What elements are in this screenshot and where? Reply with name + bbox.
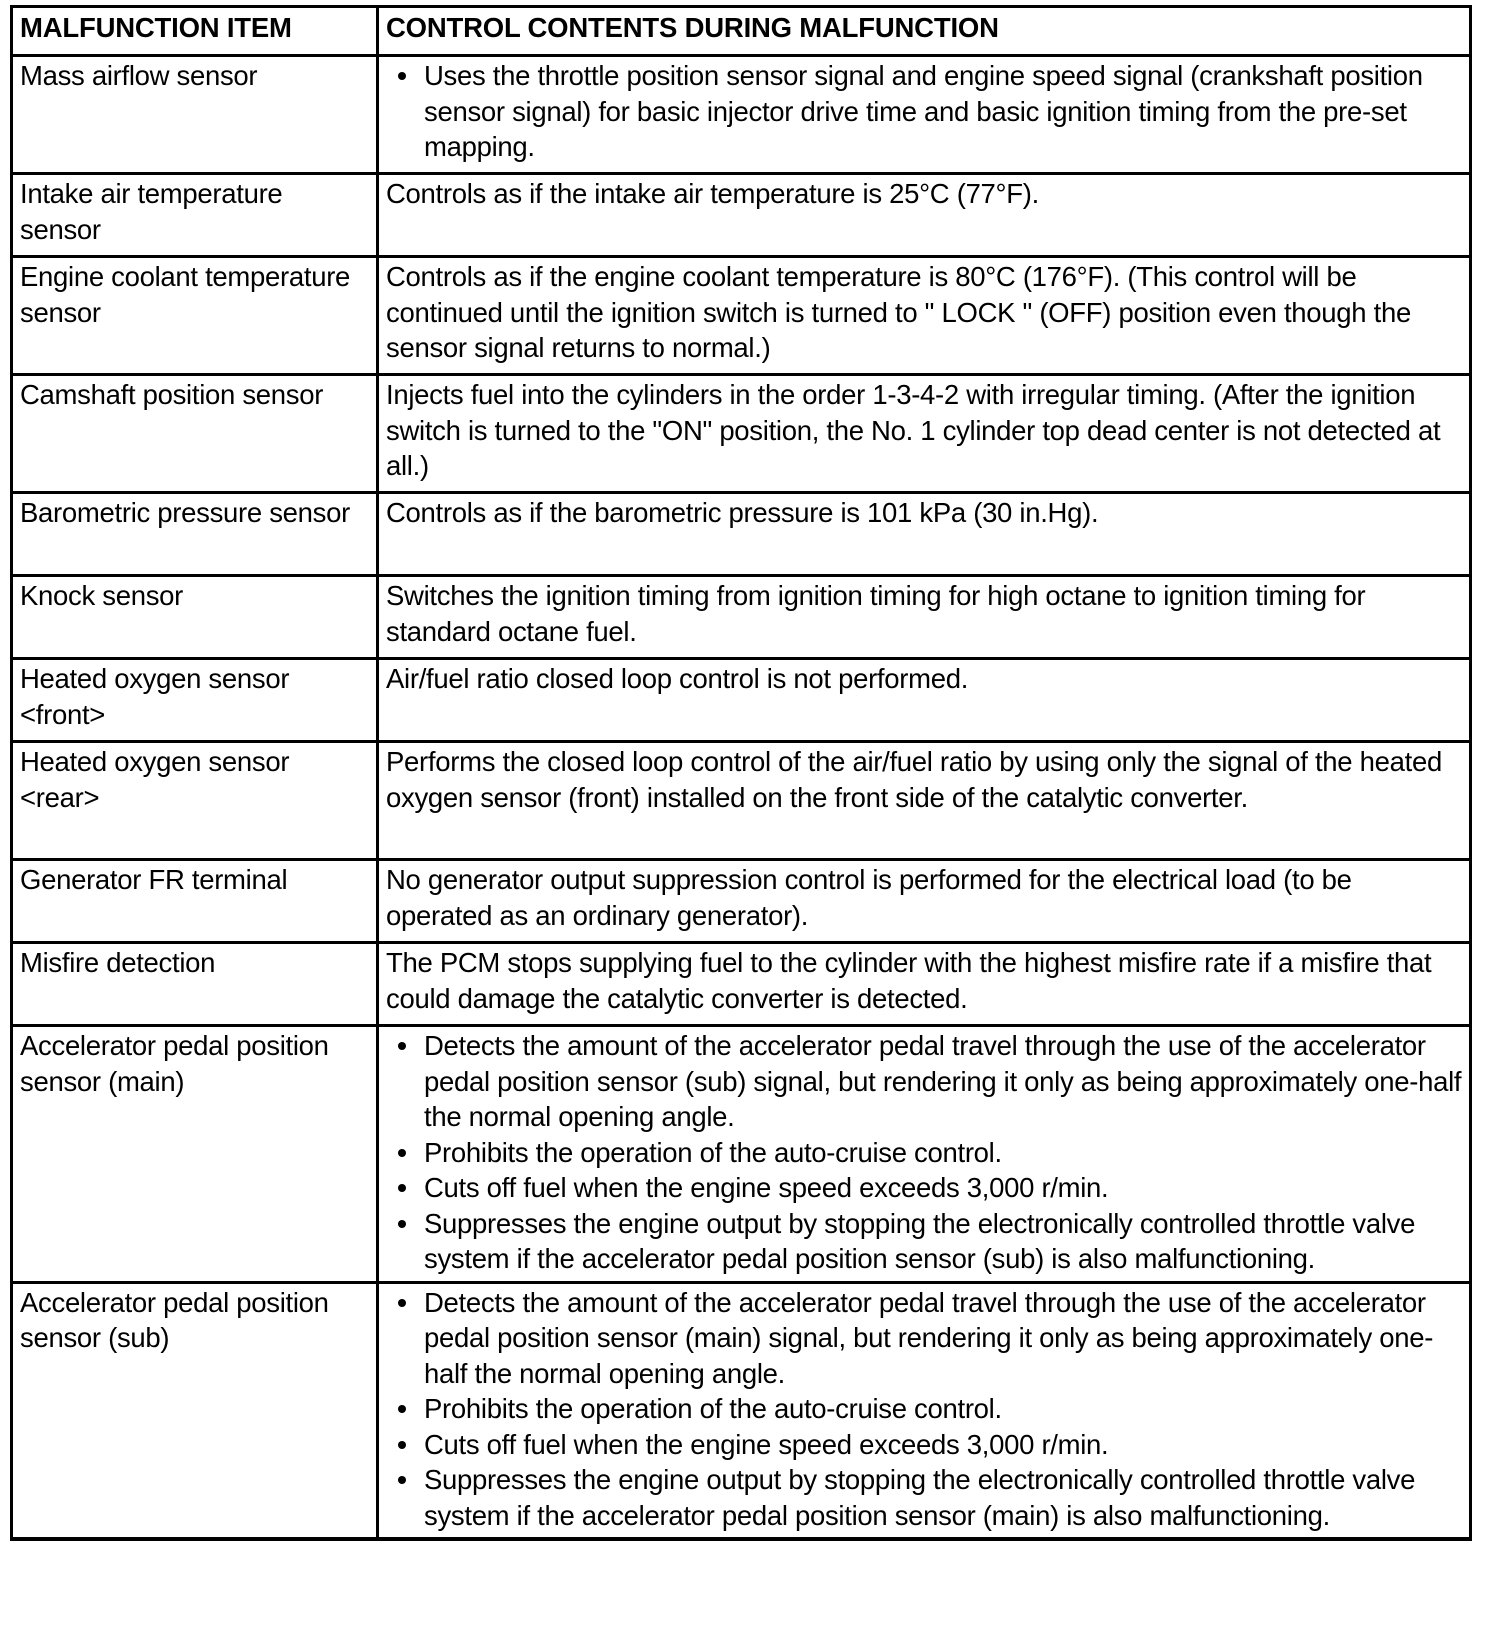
- table-row: [12, 174, 1471, 257]
- control-contents-cell: Injects fuel into the cylinders in the order 1-3-4-2 with irregular timing. (After the ignition switch is turned to the "ON" position, the No. 1 cylinder top dead center is not detected at all.): [378, 375, 1471, 493]
- control-contents-cell: [378, 1026, 1471, 1283]
- bullet-item: Detects the amount of the accelerator pedal travel through the use of the accelerator pedal position sensor (main) signal, but rendering it only as being approximately one-half the normal opening angle.: [386, 1285, 1463, 1392]
- bullet-list: [386, 58, 1463, 165]
- malfunction-control-table-container: [10, 5, 1469, 1541]
- bullet-item: Suppresses the engine output by stopping the electronically controlled throttle valve system if the accelerator pedal position sensor (sub) is also malfunctioning.: [386, 1206, 1463, 1277]
- bullet-item: Prohibits the operation of the auto-cruise control.: [386, 1135, 1463, 1171]
- bullet-list: [386, 1285, 1463, 1534]
- bullet-item: Cuts off fuel when the engine speed exceeds 3,000 r/min.: [386, 1170, 1463, 1206]
- malfunction-item-cell: Generator FR terminal: [12, 860, 378, 943]
- table-row: [12, 943, 1471, 1026]
- table-row: [12, 1026, 1471, 1283]
- table-row: [12, 257, 1471, 375]
- malfunction-item-cell: Accelerator pedal position sensor (sub): [12, 1282, 378, 1539]
- malfunction-item-cell: Knock sensor: [12, 576, 378, 659]
- control-contents-cell: Switches the ignition timing from ignition timing for high octane to ignition timing for standard octane fuel.: [378, 576, 1471, 659]
- table-row: [12, 493, 1471, 576]
- malfunction-item-cell: Accelerator pedal position sensor (main): [12, 1026, 378, 1283]
- control-contents-cell: Controls as if the engine coolant temperature is 80°C (176°F). (This control will be continued until the ignition switch is turned to " LOCK " (OFF) position even though the sensor signal returns to normal.): [378, 257, 1471, 375]
- control-contents-cell: No generator output suppression control is performed for the electrical load (to be operated as an ordinary generator).: [378, 860, 1471, 943]
- header-malfunction-item: MALFUNCTION ITEM: [12, 7, 378, 56]
- bullet-item: Prohibits the operation of the auto-cruise control.: [386, 1391, 1463, 1427]
- table-row: [12, 56, 1471, 174]
- table-row: [12, 860, 1471, 943]
- table-row: [12, 742, 1471, 860]
- control-contents-cell: Controls as if the barometric pressure is 101 kPa (30 in.Hg).: [378, 493, 1471, 576]
- malfunction-item-cell: Heated oxygen sensor <front>: [12, 659, 378, 742]
- table-row: [12, 659, 1471, 742]
- table-row: [12, 1282, 1471, 1539]
- bullet-list: [386, 1028, 1463, 1277]
- control-contents-cell: [378, 1282, 1471, 1539]
- malfunction-item-cell: Mass airflow sensor: [12, 56, 378, 174]
- malfunction-item-cell: Intake air temperature sensor: [12, 174, 378, 257]
- control-contents-cell: The PCM stops supplying fuel to the cylinder with the highest misfire rate if a misfire that could damage the catalytic converter is detected.: [378, 943, 1471, 1026]
- malfunction-item-cell: Heated oxygen sensor <rear>: [12, 742, 378, 860]
- malfunction-item-cell: Engine coolant temperature sensor: [12, 257, 378, 375]
- malfunction-item-cell: Camshaft position sensor: [12, 375, 378, 493]
- malfunction-item-cell: Misfire detection: [12, 943, 378, 1026]
- control-contents-cell: Performs the closed loop control of the air/fuel ratio by using only the signal of the heated oxygen sensor (front) installed on the front side of the catalytic converter.: [378, 742, 1471, 860]
- control-contents-cell: [378, 56, 1471, 174]
- bullet-item: Suppresses the engine output by stopping the electronically controlled throttle valve system if the accelerator pedal position sensor (main) is also malfunctioning.: [386, 1462, 1463, 1533]
- table-row: [12, 375, 1471, 493]
- bullet-item: Cuts off fuel when the engine speed exceeds 3,000 r/min.: [386, 1427, 1463, 1463]
- malfunction-control-table: [10, 5, 1472, 1541]
- bullet-item: Uses the throttle position sensor signal and engine speed signal (crankshaft position sensor signal) for basic injector drive time and basic ignition timing from the pre-set mapping.: [386, 58, 1463, 165]
- malfunction-item-cell: Barometric pressure sensor: [12, 493, 378, 576]
- header-control-contents: CONTROL CONTENTS DURING MALFUNCTION: [378, 7, 1471, 56]
- bullet-item: Detects the amount of the accelerator pedal travel through the use of the accelerator pedal position sensor (sub) signal, but rendering it only as being approximately one-half the normal opening angle.: [386, 1028, 1463, 1135]
- table-header-row: [12, 7, 1471, 56]
- table-row: [12, 576, 1471, 659]
- control-contents-cell: Air/fuel ratio closed loop control is not performed.: [378, 659, 1471, 742]
- control-contents-cell: Controls as if the intake air temperature is 25°C (77°F).: [378, 174, 1471, 257]
